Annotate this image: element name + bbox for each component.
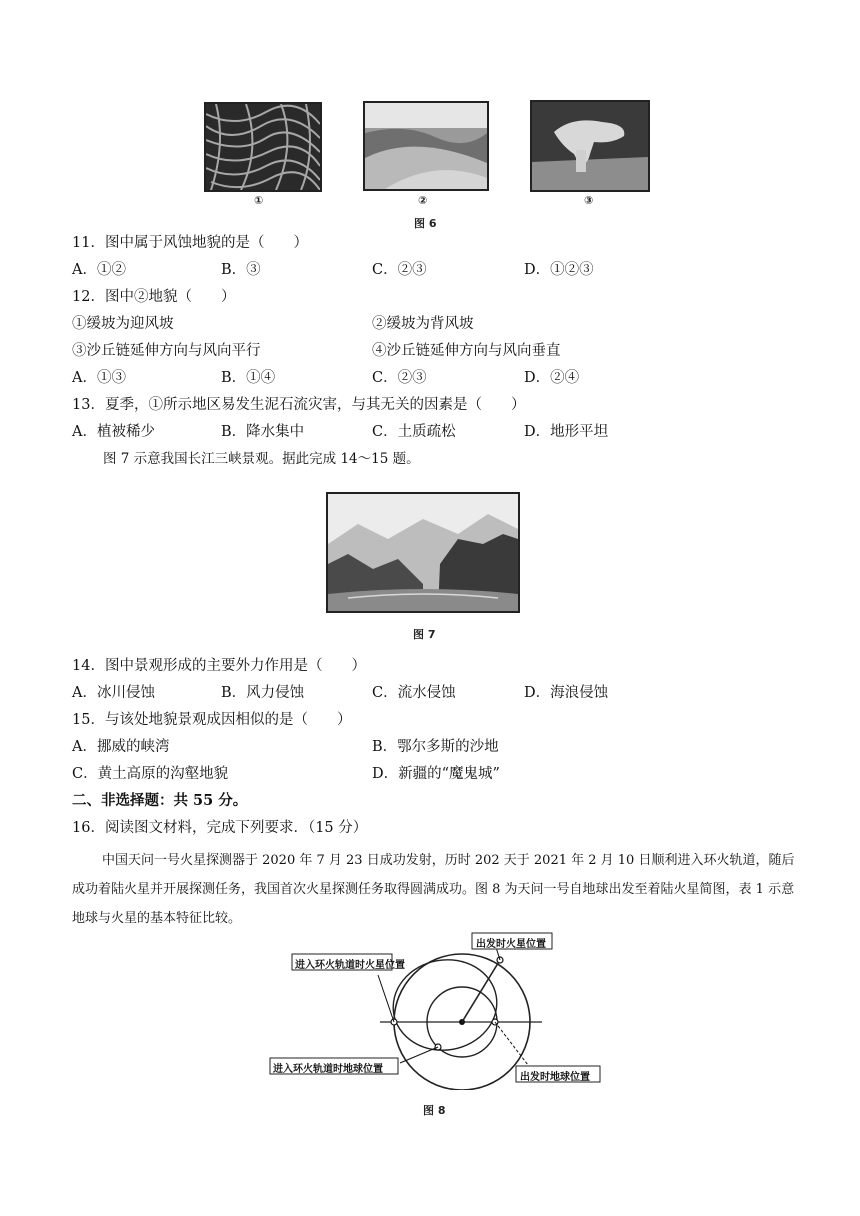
- fig6-label-2: ②: [418, 194, 428, 207]
- q14-option-d: D．海浪侵蚀: [524, 685, 609, 701]
- question-15-stem: 15．与该处地貌景观成因相似的是（ ）: [72, 712, 352, 728]
- q11-option-d: D．①②③: [524, 262, 594, 278]
- fig8-label-mars-depart: 出发时火星位置: [476, 939, 546, 950]
- fig8-label-mars-arrive: 进入环火轨道时火星位置: [295, 960, 405, 971]
- fig8-caption: 图 8: [423, 1104, 446, 1117]
- question-13-stem: 13．夏季，①所示地区易发生泥石流灾害，与其无关的因素是（ ）: [72, 397, 526, 413]
- fig6-label-3: ③: [584, 194, 594, 207]
- fig8-label-earth-depart: 出发时地球位置: [520, 1072, 590, 1083]
- q13-option-c: C．土质疏松: [372, 424, 456, 440]
- q12-option-a: A．①③: [72, 370, 126, 386]
- q12-option-b: B．①④: [221, 370, 276, 386]
- section-2-heading: 二、非选择题：共 55 分。: [72, 792, 248, 809]
- q12-statement-3: ③沙丘链延伸方向与风向平行: [72, 343, 261, 359]
- fig6-photo-1: [204, 102, 322, 192]
- q14-option-b: B．风力侵蚀: [221, 685, 305, 701]
- fig6-label-1: ①: [254, 194, 264, 207]
- q11-option-b: B．③: [221, 262, 261, 278]
- q12-statement-4: ④沙丘链延伸方向与风向垂直: [372, 343, 561, 359]
- question-11-stem: 11．图中属于风蚀地貌的是（ ）: [72, 235, 308, 251]
- fig6-photo-3: [530, 100, 650, 192]
- question-16-stem: 16．阅读图文材料，完成下列要求．（15 分）: [72, 820, 368, 836]
- question-14-stem: 14．图中景观形成的主要外力作用是（ ）: [72, 658, 366, 674]
- q15-option-a: A．挪威的峡湾: [72, 739, 170, 755]
- q11-option-a: A．①②: [72, 262, 126, 278]
- q15-option-b: B．鄂尔多斯的沙地: [372, 739, 499, 755]
- question-12-stem: 12．图中②地貌（ ）: [72, 289, 236, 305]
- fig6-photo-2: [363, 101, 489, 191]
- q12-statement-2: ②缓坡为背风坡: [372, 316, 474, 332]
- q12-statement-1: ①缓坡为迎风坡: [72, 316, 174, 332]
- q13-option-d: D．地形平坦: [524, 424, 609, 440]
- fig6-caption: 图 6: [414, 217, 437, 230]
- fig7-intro: 图 7 示意我国长江三峡景观。据此完成 14～15 题。: [103, 451, 420, 467]
- q15-option-d: D．新疆的“魔鬼城”: [372, 766, 500, 782]
- q15-option-c: C．黄土高原的沟壑地貌: [72, 766, 229, 782]
- fig7-photo: [326, 492, 520, 613]
- fig8-label-earth-arrive: 进入环火轨道时地球位置: [273, 1064, 383, 1075]
- q12-option-d: D．②④: [524, 370, 580, 386]
- q14-option-a: A．冰川侵蚀: [72, 685, 155, 701]
- q11-option-c: C．②③: [372, 262, 427, 278]
- q13-option-b: B．降水集中: [221, 424, 305, 440]
- q12-option-c: C．②③: [372, 370, 427, 386]
- q13-option-a: A．植被稀少: [72, 424, 155, 440]
- q14-option-c: C．流水侵蚀: [372, 685, 456, 701]
- question-16-paragraph: 中国天问一号火星探测器于 2020 年 7 月 23 日成功发射，历时 202 天于 2021 年 2 月 10 日顺利进入环火轨道，随后成功着陆火星并开展探测任务，我国首次火星探测任务取得圆满成功。图 8 为天问一号自地球出发至着陆火星简图，表 1 示意地球与火星的基本特征比较。: [72, 853, 795, 926]
- fig7-caption: 图 7: [413, 628, 436, 641]
